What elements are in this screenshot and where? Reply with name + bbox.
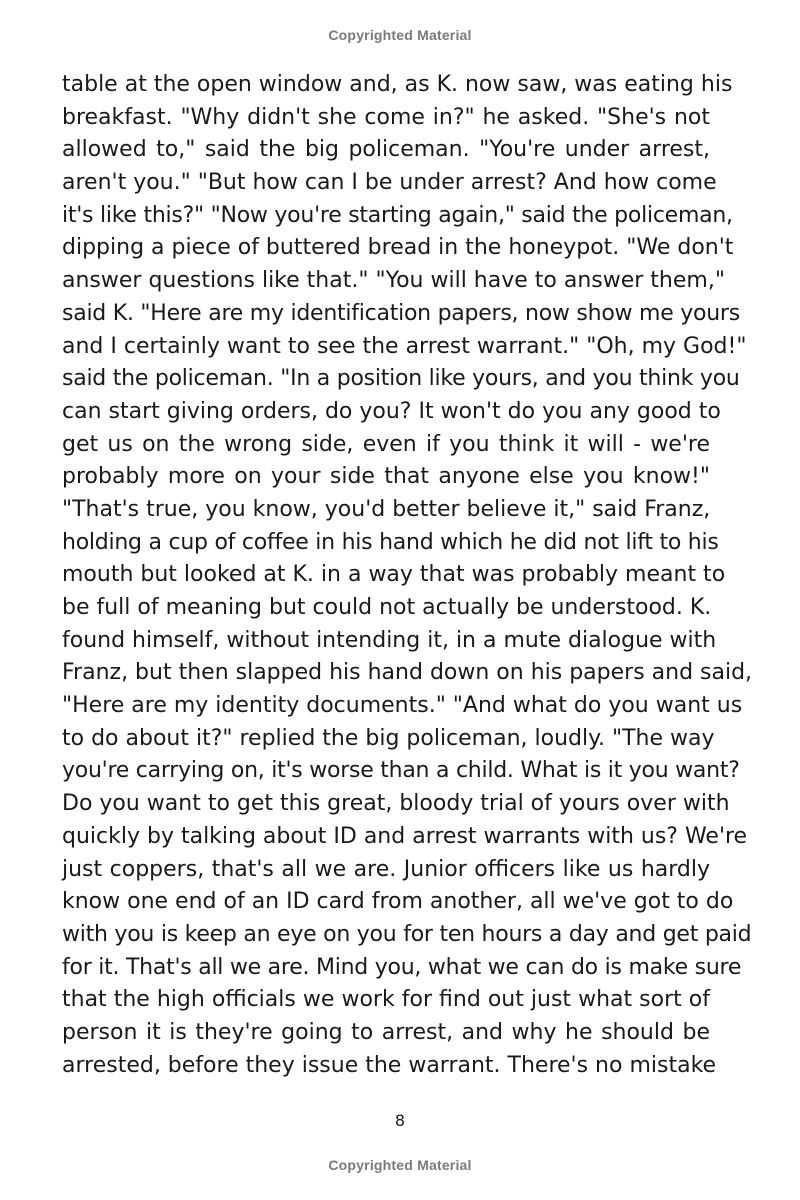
text-line: that the high officials we work for find out just what sort of [62, 987, 710, 1013]
text-line: table at the open window and, as K. now saw, was eating his [62, 72, 733, 97]
text-line: "Here are my identity documents." "And what do you want us [62, 693, 743, 719]
text-line: can start giving orders, do you? It won't do you any good to [62, 398, 721, 424]
text-line: probably more on your side that anyone else you know!" [62, 464, 710, 490]
text-line: answer questions like that." "You will have to answer them," [62, 268, 725, 294]
page-number: 8 [394, 1111, 406, 1130]
text-line: Do you want to get this great, bloody trial of yours over with [62, 791, 730, 817]
text-line: person it is they're going to arrest, and why he should be [62, 1019, 710, 1045]
text-line: with you is keep an eye on you for ten hours a day and get paid [62, 921, 752, 947]
text-line: quickly by talking about ID and arrest warrants with us? We're [62, 823, 748, 849]
copyright-watermark-top: Copyrighted Material [328, 27, 472, 43]
text-line: mouth but looked at K. in a way that was probably meant to [62, 562, 726, 588]
text-line: and I certainly want to see the arrest warrant." "Oh, my God!" [62, 333, 747, 359]
text-line: aren't you." "But how can I be under arrest? And how come [62, 170, 717, 196]
text-line: to do about it?" replied the big policeman, loudly. "The way [62, 725, 715, 751]
text-line: said K. "Here are my identification papers, now show me yours [62, 300, 740, 326]
text-line: be full of meaning but could not actually be understood. K. [62, 595, 712, 620]
text-line: for it. That's all we are. Mind you, what we can do is make sure [62, 954, 742, 980]
text-line: you're carrying on, it's worse than a child. What is it you want? [62, 758, 740, 784]
text-line: know one end of an ID card from another, all we've got to do [62, 889, 734, 915]
text-line: holding a cup of coffee in his hand which he did not lift to his [62, 529, 719, 555]
text-line: "That's true, you know, you'd better believe it," said Franz, [62, 496, 711, 522]
text-line: Franz, but then slapped his hand down on his papers and said, [62, 660, 753, 686]
text-line: get us on the wrong side, even if you think it will - we're [62, 431, 710, 457]
page-body-text [62, 69, 753, 1082]
text-line: allowed to," said the big policeman. "You're under arrest, [62, 137, 710, 163]
text-line: found himself, without intending it, in a mute dialogue with [62, 627, 717, 653]
text-line: said the policeman. "In a position like yours, and you think you [62, 366, 740, 392]
text-line: it's like this?" "Now you're starting again," said the policeman, [62, 202, 733, 228]
text-line: arrested, before they issue the warrant. There's no mistake [62, 1052, 717, 1078]
text-line: breakfast. "Why didn't she come in?" he asked. "She's not [62, 104, 710, 130]
text-line: just coppers, that's all we are. Junior officers like us hardly [62, 856, 710, 882]
text-line: dipping a piece of buttered bread in the honeypot. "We don't [62, 235, 734, 261]
copyright-watermark-bottom: Copyrighted Material [328, 1157, 472, 1173]
